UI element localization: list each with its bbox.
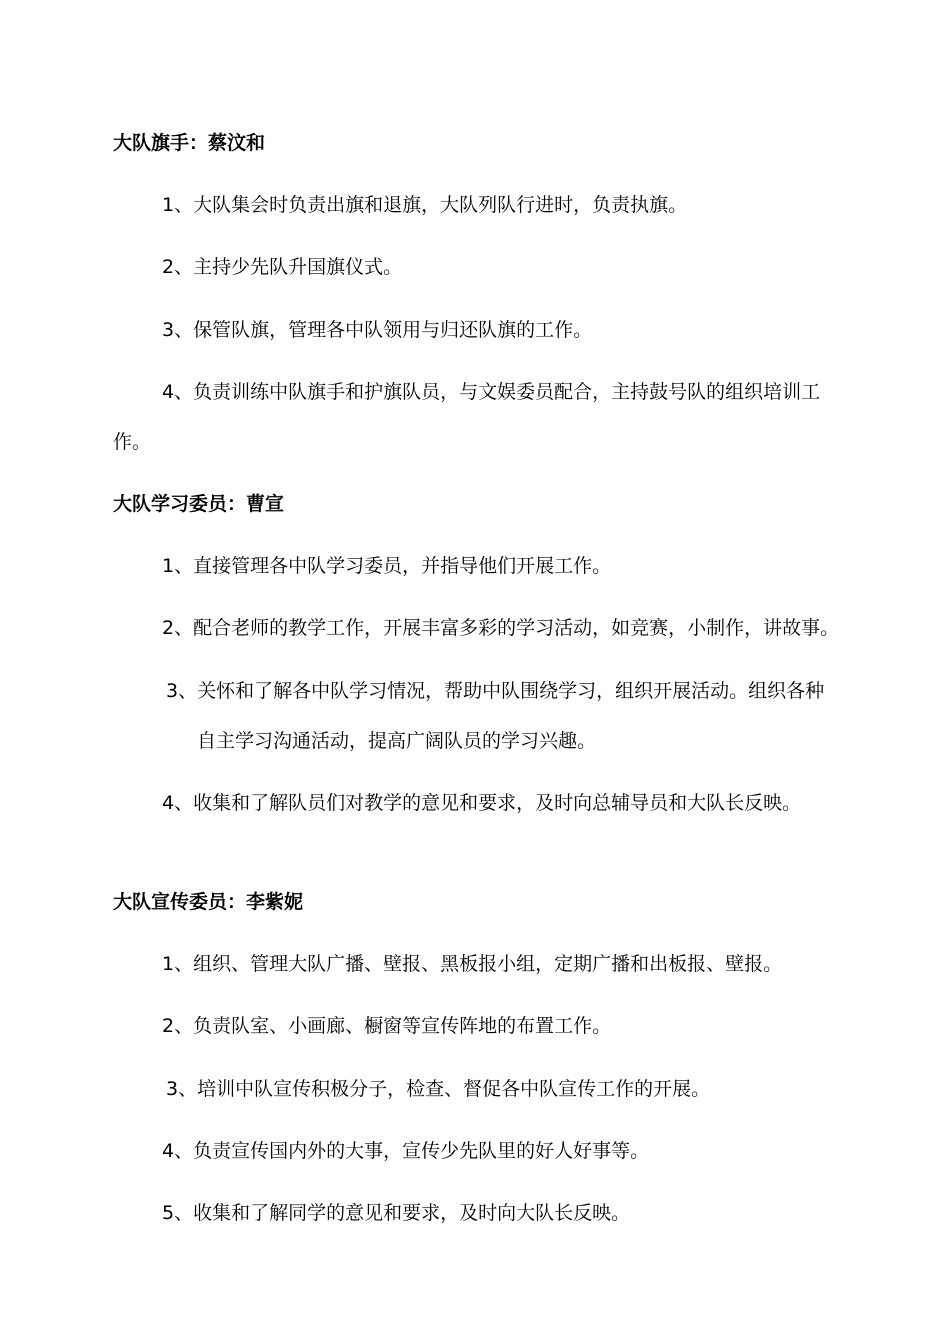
duty-item-continuation: 自主学习沟通活动，提高广阔队员的学习兴趣。	[197, 730, 597, 752]
duty-item: 1、组织、管理大队广播、壁报、黑板报小组，定期广播和出板报、壁报。	[162, 953, 783, 975]
duty-item: 3、培训中队宣传积极分子，检查、督促各中队宣传工作的开展。	[166, 1078, 711, 1100]
duty-item: 4、收集和了解队员们对教学的意见和要求，及时向总辅导员和大队长反映。	[162, 792, 802, 814]
duty-item: 5、收集和了解同学的意见和要求，及时向大队长反映。	[162, 1202, 631, 1224]
section-heading-flag-bearer: 大队旗手：蔡汶和	[113, 132, 266, 154]
duty-item: 1、直接管理各中队学习委员，并指导他们开展工作。	[162, 555, 612, 577]
section-heading-publicity-committee: 大队宣传委员：李紫妮	[113, 891, 304, 913]
section-heading-study-committee: 大队学习委员：曹宣	[113, 493, 285, 515]
duty-item: 3、保管队旗，管理各中队领用与归还队旗的工作。	[162, 319, 593, 341]
duty-item: 2、主持少先队升国旗仪式。	[162, 256, 403, 278]
duty-item: 1、大队集会时负责出旗和退旗，大队列队行进时，负责执旗。	[162, 194, 688, 216]
duty-item: 4、负责训练中队旗手和护旗队员，与文娱委员配合，主持鼓号队的组织培训工	[162, 381, 821, 403]
duty-item: 3、关怀和了解各中队学习情况，帮助中队围绕学习，组织开展活动。组织各种	[166, 680, 825, 702]
duty-item: 2、配合老师的教学工作，开展丰富多彩的学习活动，如竞赛，小制作，讲故事。	[162, 617, 840, 639]
duty-item: 4、负责宣传国内外的大事，宣传少先队里的好人好事等。	[162, 1140, 650, 1162]
duty-item-continuation: 作。	[113, 431, 152, 453]
duty-item: 2、负责队室、小画廊、橱窗等宣传阵地的布置工作。	[162, 1015, 612, 1037]
